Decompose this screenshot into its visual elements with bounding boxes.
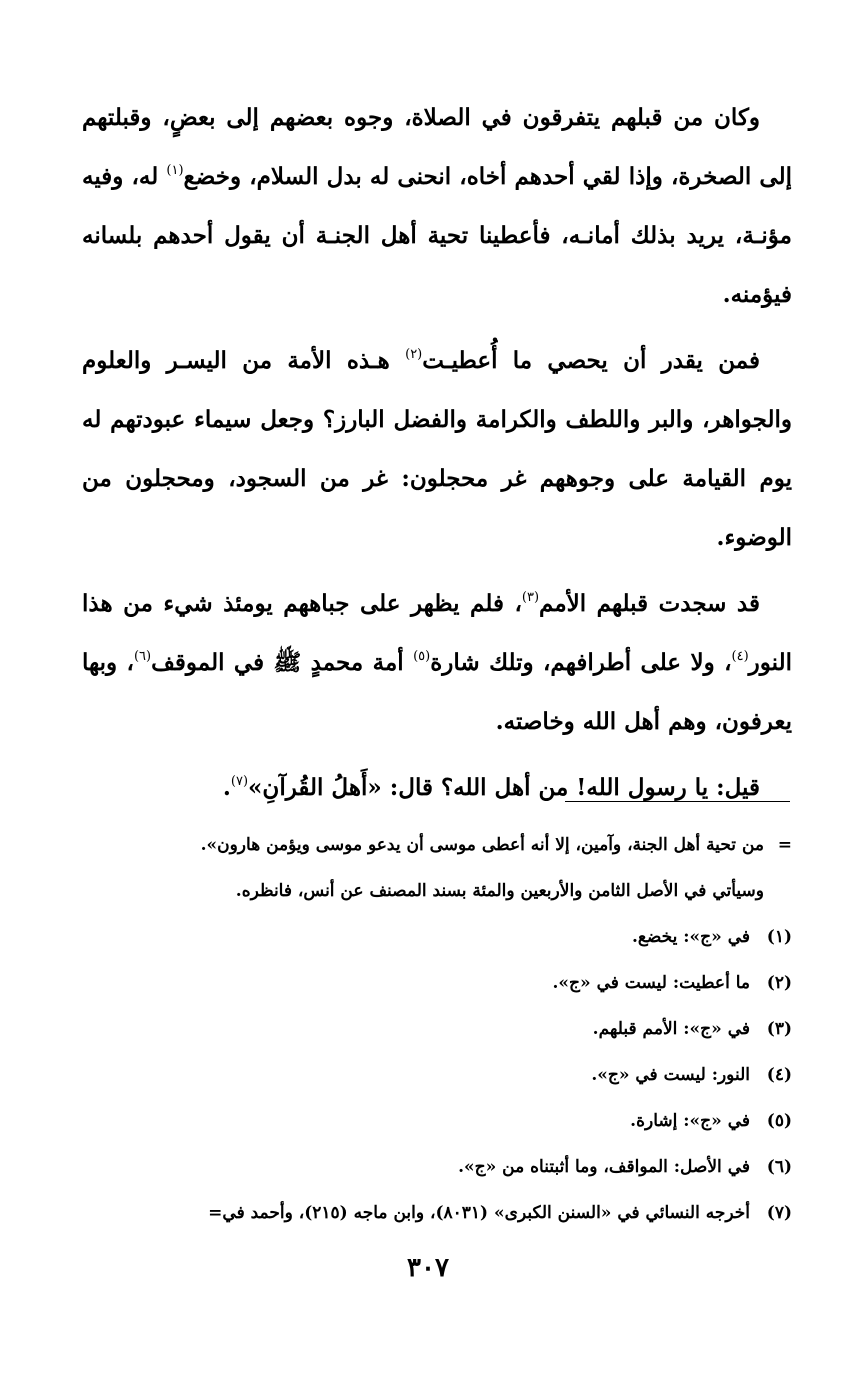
footnotes-section <box>70 822 792 1236</box>
paragraph-4 <box>82 758 792 817</box>
footnote-item <box>70 1052 792 1098</box>
page-number: ٣٠٧ <box>407 1253 449 1283</box>
footnote-number: (٣) <box>766 1019 792 1039</box>
paragraph-text: ، فلم يظهر على جباههم يومئذ شيء من هذا النور <box>82 590 792 676</box>
footnote-continuation-line: وسيأتي في الأصل الثامن والأربعين والمئة بسند المصنف عن أنس، فانظره. <box>235 881 764 901</box>
paragraph-text: فمن يقدر أن يحصي ما أُعطيـت <box>422 347 760 374</box>
paragraph-text: . <box>222 774 231 801</box>
footnote-number: (٧) <box>766 1203 792 1223</box>
paragraph-text: هـذه الأمة من اليسـر والعلوم والجواهر، والبر واللطف والكرامة والفضل البارز؟ وجعل سيماء عبودتهم له يوم القيامة على وجوههم غر محجلون: غر من السجود، ومحجلون من الوضوء. <box>82 347 792 551</box>
continuation-text: من تحية أهل الجنة، وآمين، إلا أنه أعطى موسى أن يدعو موسى ويؤمن هارون». <box>200 835 764 855</box>
paragraph-text: ، وبها يعرفون، وهم أهل الله وخاصته. <box>82 649 792 735</box>
footnote-marker-2[interactable]: (٢) <box>405 347 423 362</box>
paragraph-text: ، ولا على أطرافهم، وتلك شارة <box>430 649 732 676</box>
footnote-text: في الأصل: المواقف، وما أثبتناه من «ج». <box>458 1157 750 1177</box>
footnote-marker-4[interactable]: (٤) <box>731 649 749 664</box>
footnote-number: (١) <box>766 927 792 947</box>
footnote-marker-1[interactable]: (١) <box>166 163 184 178</box>
footnote-continuation <box>70 822 792 868</box>
paragraph-2 <box>82 331 792 567</box>
paragraph-text: أمة محمدٍ ﷺ في الموقف <box>151 649 414 676</box>
footnote-number: (٥) <box>766 1111 792 1131</box>
main-text <box>82 88 792 824</box>
footnote-number: (٤) <box>766 1065 792 1085</box>
footnote-item <box>70 1144 792 1190</box>
footnote-text: في «ج»: يخضع. <box>631 927 750 947</box>
footnote-text: في «ج»: إشارة. <box>630 1111 750 1131</box>
footnote-item <box>70 1098 792 1144</box>
footnote-item <box>70 960 792 1006</box>
footnote-marker-7[interactable]: (٧) <box>230 774 249 789</box>
footnote-item <box>70 914 792 960</box>
paragraph-text: وكان من قبلهم يتفرقون في الصلاة، وجوه بعضهم إلى بعضٍ، وقبلتهم إلى الصخرة، وإذا لقي أحدهم أخاه، انحنى له بدل السلام، وخضع <box>82 104 793 190</box>
footnote-number: (٢) <box>766 973 792 993</box>
paragraph-text: قد سجدت قبلهم الأمم <box>539 590 761 617</box>
footnote-marker-3[interactable]: (٣) <box>521 590 540 605</box>
paragraph-3 <box>82 574 792 751</box>
footnote-text: في «ج»: الأمم قبلهم. <box>592 1019 750 1039</box>
footnote-text: أخرجه النسائي في «السنن الكبرى» (٨٠٣١)، وابن ماجه (٢١٥)، وأحمد في= <box>208 1203 750 1223</box>
footnote-item <box>70 1006 792 1052</box>
paragraph-text: قيل: يا رسول الله! من أهل الله؟ قال: «أَهلُ القُرآنِ» <box>248 774 760 801</box>
paragraph-1 <box>82 88 792 324</box>
footnote-marker-5[interactable]: (٥) <box>413 649 431 664</box>
footnote-number: (٦) <box>766 1157 792 1177</box>
footnote-item <box>70 1190 792 1236</box>
footnote-marker-6[interactable]: (٦) <box>133 649 152 664</box>
footnote-separator <box>565 801 790 802</box>
continuation-mark: = <box>777 835 792 855</box>
footnote-text: ما أعطيت: ليست في «ج». <box>552 973 750 993</box>
paragraph-text: له، وفيه مؤنـة، يريد بذلك أمانـه، فأعطينا تحية أهل الجنـة أن يقول أحدهم بلسانه فيؤمنه. <box>82 163 792 308</box>
footnote-text: النور: ليست في «ج». <box>591 1065 750 1085</box>
